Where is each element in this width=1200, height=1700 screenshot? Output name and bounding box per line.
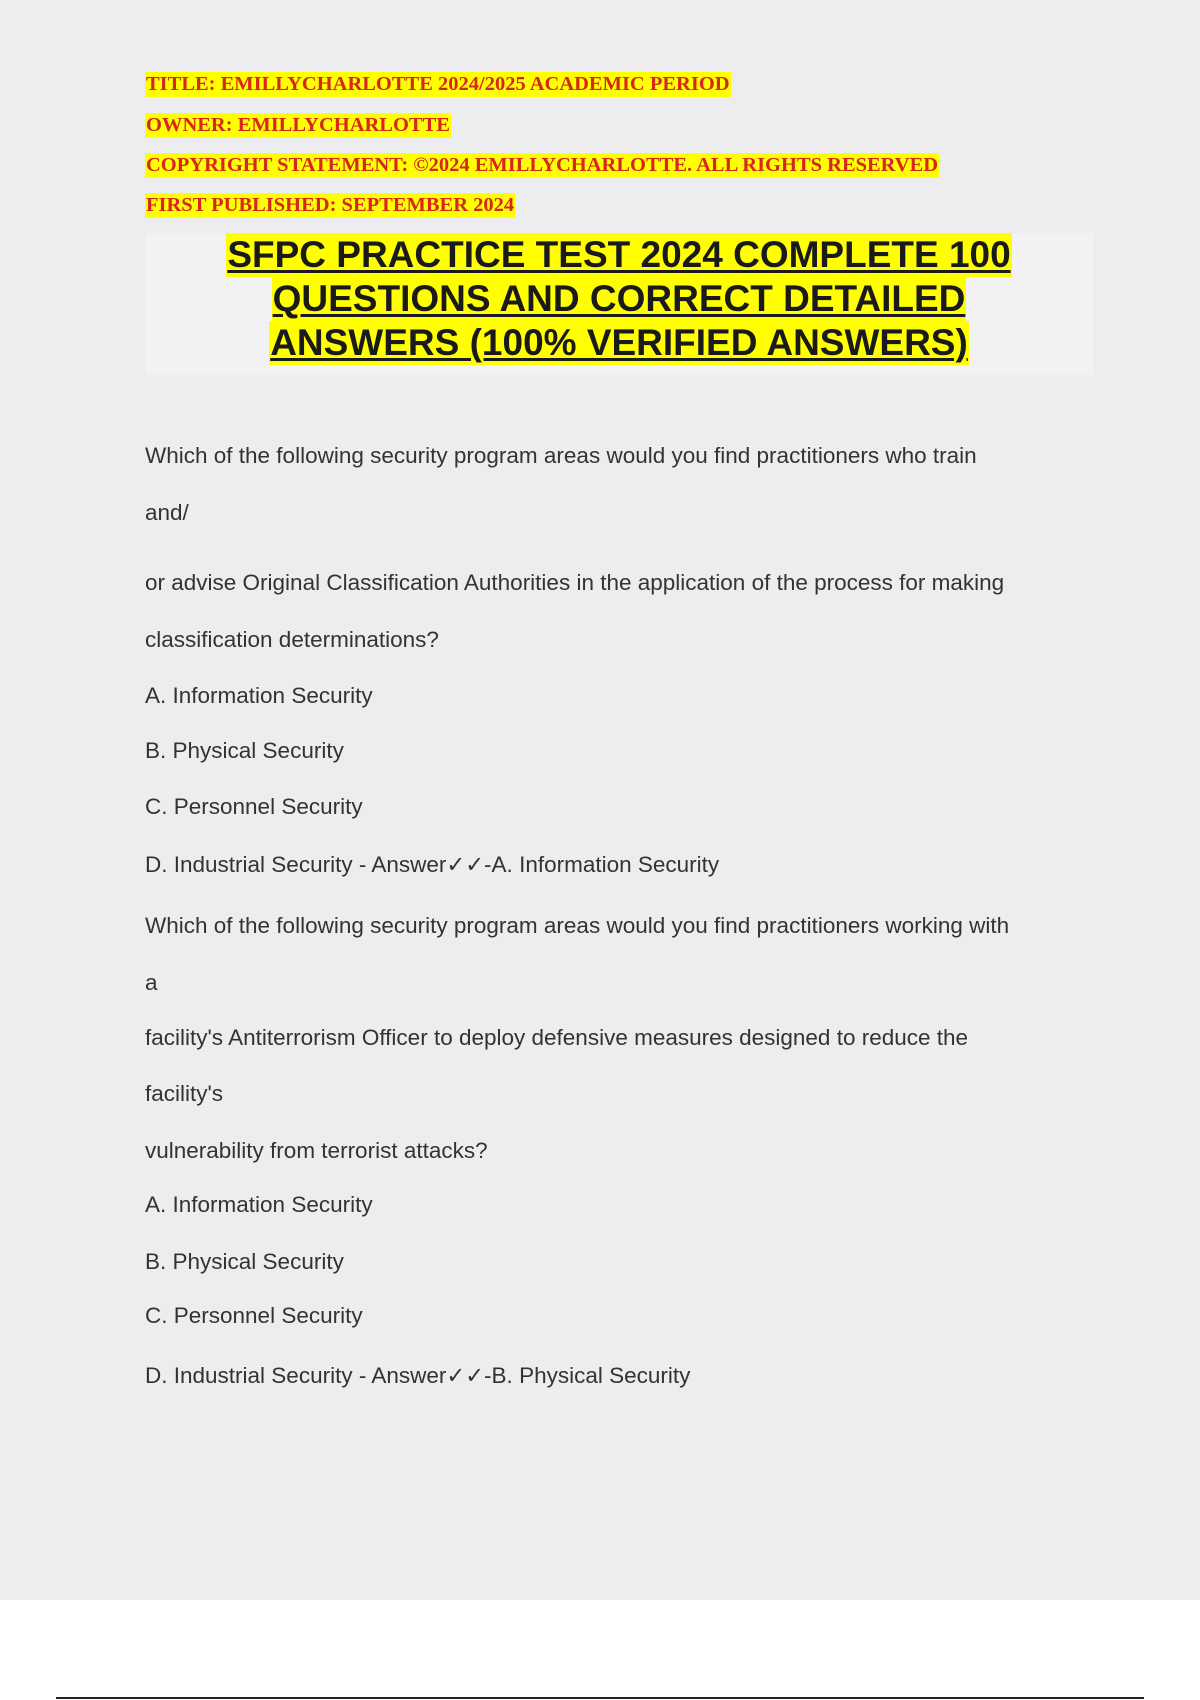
document-title <box>145 233 1093 375</box>
question-1-text-line-1: Which of the following security program areas would you find practitioners who train <box>145 443 977 468</box>
question-2-text-line-4: facility's <box>145 1081 224 1106</box>
question-1-option-a: A. Information Security <box>145 683 373 708</box>
header-first-published: FIRST PUBLISHED: SEPTEMBER 2024 <box>146 194 515 216</box>
question-1-option-b: B. Physical Security <box>145 738 344 763</box>
question-2-text-line-5: vulnerability from terrorist attacks? <box>145 1138 488 1163</box>
header-owner: OWNER: EMILLYCHARLOTTE <box>146 114 450 136</box>
question-1-text-line-4: classification determinations? <box>145 627 439 652</box>
question-2-text-line-1: Which of the following security program areas would you find practitioners working with <box>145 913 1010 938</box>
document-title-line-3: ANSWERS (100% VERIFIED ANSWERS) <box>270 322 968 363</box>
document-title-line-1: SFPC PRACTICE TEST 2024 COMPLETE 100 <box>227 234 1011 275</box>
question-1-text-line-2: and/ <box>145 500 189 525</box>
document-title-line-2: QUESTIONS AND CORRECT DETAILED <box>272 278 966 319</box>
question-1-option-d-answer: D. Industrial Security - Answer✓✓-A. Information Security <box>145 852 720 877</box>
question-2-option-d-answer: D. Industrial Security - Answer✓✓-B. Physical Security <box>145 1363 691 1388</box>
question-1-option-c: C. Personnel Security <box>145 794 363 819</box>
question-2-text-line-3: facility's Antiterrorism Officer to deploy defensive measures designed to reduce the <box>145 1025 969 1050</box>
footer-divider <box>56 1697 1144 1699</box>
header-copyright: COPYRIGHT STATEMENT: ©2024 EMILLYCHARLOTTE. ALL RIGHTS RESERVED <box>146 154 939 176</box>
question-2-option-b: B. Physical Security <box>145 1249 344 1274</box>
question-2-option-c: C. Personnel Security <box>145 1303 363 1328</box>
question-2-text-line-2: a <box>145 970 158 995</box>
header-title: TITLE: EMILLYCHARLOTTE 2024/2025 ACADEMIC PERIOD <box>146 73 730 95</box>
question-2-option-a: A. Information Security <box>145 1192 373 1217</box>
question-1-text-line-3: or advise Original Classification Authorities in the application of the process for making <box>145 570 1005 595</box>
